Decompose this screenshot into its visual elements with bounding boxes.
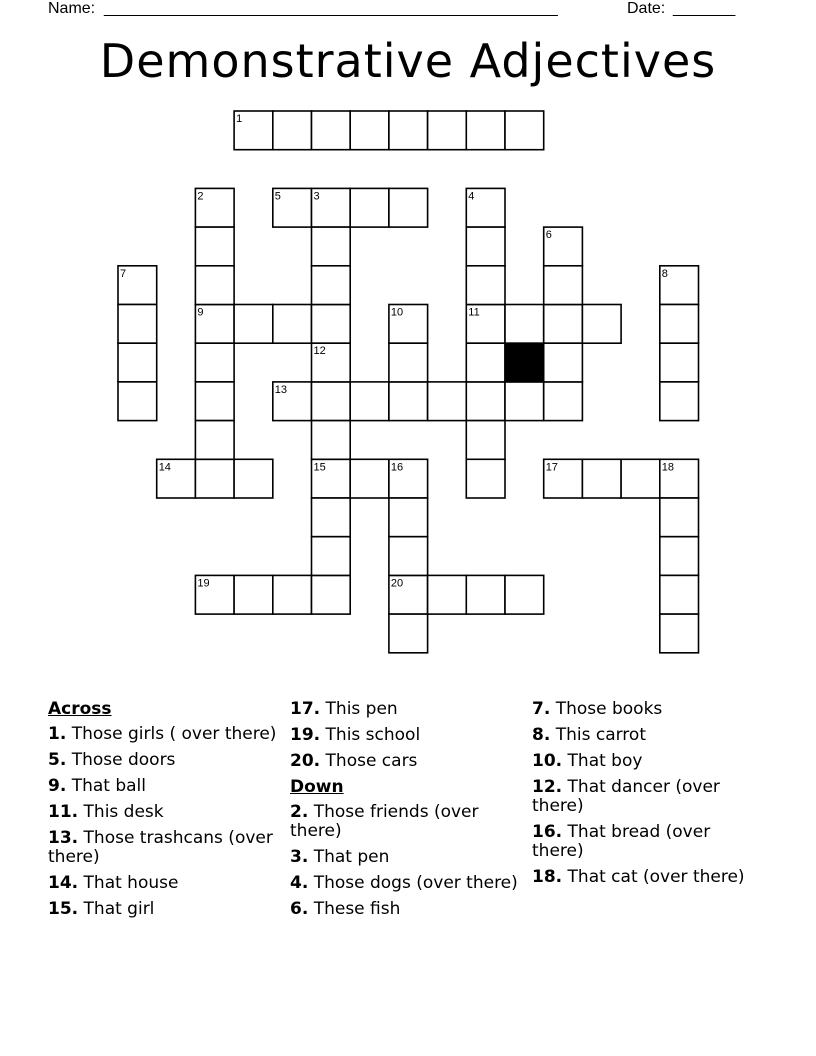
down-clue xyxy=(532,700,762,719)
cell-number: 2 xyxy=(197,190,204,203)
clue-number: 14. xyxy=(48,873,79,893)
clue-text: That ball xyxy=(66,776,147,796)
grid-cell[interactable] xyxy=(312,227,351,266)
page-title: Demonstrative Adjectives xyxy=(99,34,717,88)
grid-cell[interactable] xyxy=(195,382,234,421)
grid-cell[interactable] xyxy=(312,305,351,344)
clue-text: This carrot xyxy=(550,725,646,745)
grid-cell[interactable] xyxy=(273,111,312,150)
clue-text: That dancer (over there) xyxy=(532,777,720,816)
clue-number: 8. xyxy=(532,725,551,745)
clue-column-2 xyxy=(290,700,520,926)
cell-number: 17 xyxy=(545,461,558,474)
grid-cell[interactable] xyxy=(118,305,157,344)
clue-text: Those friends (over there) xyxy=(290,802,479,841)
clue-number: 6. xyxy=(290,899,309,919)
grid-cell[interactable] xyxy=(660,498,699,537)
name-label: Name: xyxy=(48,0,96,17)
date-field[interactable]: _______ xyxy=(673,0,736,17)
down-heading: Down xyxy=(290,777,344,797)
clue-number: 7. xyxy=(532,699,551,719)
grid-cell[interactable] xyxy=(389,343,428,382)
grid-cell[interactable] xyxy=(466,459,505,498)
cell-number: 7 xyxy=(120,267,127,280)
clue-number: 9. xyxy=(48,776,67,796)
grid-cell[interactable] xyxy=(660,382,699,421)
across-clue xyxy=(48,829,278,867)
grid-cell[interactable] xyxy=(621,459,660,498)
clue-text: Those books xyxy=(550,699,663,719)
grid-cell[interactable] xyxy=(466,111,505,150)
grid-cell[interactable] xyxy=(466,421,505,460)
across-clue xyxy=(48,725,278,744)
across-clue xyxy=(48,874,278,893)
clue-text: Those trashcans (over there) xyxy=(48,828,273,867)
grid-cell[interactable] xyxy=(195,459,234,498)
clue-text: Those girls ( over there) xyxy=(66,724,277,744)
grid-cell[interactable] xyxy=(350,459,389,498)
clue-number: 3. xyxy=(290,847,309,867)
grid-cell[interactable] xyxy=(195,227,234,266)
clue-text: Those cars xyxy=(320,751,418,771)
clue-number: 10. xyxy=(532,751,563,771)
grid-cell[interactable] xyxy=(118,382,157,421)
grid-cell[interactable] xyxy=(195,421,234,460)
clue-number: 13. xyxy=(48,828,79,848)
grid-cell[interactable] xyxy=(350,111,389,150)
grid-cell[interactable] xyxy=(312,575,351,614)
clue-text: This school xyxy=(320,725,421,745)
cell-number: 18 xyxy=(661,461,675,474)
grid-cell[interactable] xyxy=(505,382,544,421)
cell-number: 5 xyxy=(274,190,281,203)
cell-number: 10 xyxy=(390,306,404,319)
cell-number: 13 xyxy=(274,383,288,396)
across-clue xyxy=(290,700,520,719)
clue-number: 18. xyxy=(532,867,563,887)
clue-text: Those doors xyxy=(66,750,176,770)
clue-text: That girl xyxy=(78,899,155,919)
clue-list xyxy=(0,700,816,1040)
cell-number: 20 xyxy=(390,577,404,590)
cell-number: 4 xyxy=(468,190,475,203)
down-clue xyxy=(532,868,762,887)
cell-number: 16 xyxy=(390,461,404,474)
grid-cell[interactable] xyxy=(660,575,699,614)
clue-text: This desk xyxy=(78,802,164,822)
grid-cell[interactable] xyxy=(234,575,273,614)
clue-text: That bread (over there) xyxy=(532,822,711,861)
clue-number: 11. xyxy=(48,802,79,822)
down-clue xyxy=(532,726,762,745)
clue-number: 2. xyxy=(290,802,309,822)
grid-cell[interactable] xyxy=(466,382,505,421)
grid-cell[interactable] xyxy=(466,575,505,614)
grid-cell[interactable] xyxy=(389,614,428,653)
cell-number: 15 xyxy=(313,461,326,474)
across-heading: Across xyxy=(48,699,112,719)
black-cell xyxy=(505,343,544,382)
down-clue xyxy=(290,803,520,841)
grid-cell[interactable] xyxy=(466,266,505,305)
down-clue xyxy=(532,778,762,816)
clue-text: That pen xyxy=(308,847,390,867)
clue-column-1 xyxy=(48,700,278,926)
grid-cell[interactable] xyxy=(660,343,699,382)
clue-text: Those dogs (over there) xyxy=(308,873,518,893)
grid-cell[interactable] xyxy=(544,382,583,421)
across-clue xyxy=(48,900,278,919)
clue-number: 17. xyxy=(290,699,321,719)
grid-cell[interactable] xyxy=(350,188,389,227)
grid-cell[interactable] xyxy=(428,382,467,421)
grid-cell[interactable] xyxy=(466,343,505,382)
grid-cell[interactable] xyxy=(234,305,273,344)
cell-number: 12 xyxy=(313,345,326,358)
grid-cell[interactable] xyxy=(582,459,621,498)
grid-cell[interactable] xyxy=(118,343,157,382)
grid-cell[interactable] xyxy=(389,111,428,150)
grid-cell[interactable] xyxy=(273,575,312,614)
down-clue xyxy=(290,874,520,893)
cell-number: 6 xyxy=(545,229,552,242)
grid-cell[interactable] xyxy=(505,305,544,344)
clue-number: 5. xyxy=(48,750,67,770)
across-clue xyxy=(48,751,278,770)
grid-cell[interactable] xyxy=(389,188,428,227)
date-label: Date: xyxy=(627,0,666,17)
clue-text: That house xyxy=(78,873,179,893)
grid-cell[interactable] xyxy=(273,305,312,344)
clue-number: 12. xyxy=(532,777,563,797)
clue-column-3 xyxy=(532,700,762,894)
down-clue xyxy=(532,823,762,861)
grid-cell[interactable] xyxy=(312,537,351,576)
grid-cell[interactable] xyxy=(660,614,699,653)
across-clue xyxy=(290,752,520,771)
clue-number: 16. xyxy=(532,822,563,842)
grid-cell[interactable] xyxy=(234,459,273,498)
grid-cell[interactable] xyxy=(312,111,351,150)
clue-number: 15. xyxy=(48,899,79,919)
grid-cell[interactable] xyxy=(544,343,583,382)
grid-cell[interactable] xyxy=(466,227,505,266)
grid-cell[interactable] xyxy=(428,111,467,150)
down-clue xyxy=(290,900,520,919)
grid-cell[interactable] xyxy=(312,266,351,305)
across-clue xyxy=(48,803,278,822)
across-clue xyxy=(48,777,278,796)
clue-text: That boy xyxy=(562,751,643,771)
grid-cell[interactable] xyxy=(389,382,428,421)
clue-number: 19. xyxy=(290,725,321,745)
clue-number: 1. xyxy=(48,724,67,744)
grid-cell[interactable] xyxy=(544,266,583,305)
name-field[interactable]: ___________________________________________________ xyxy=(104,0,558,17)
cell-number: 1 xyxy=(236,113,243,125)
grid-cell[interactable] xyxy=(350,382,389,421)
cell-number: 8 xyxy=(661,267,668,280)
cell-number: 11 xyxy=(468,306,480,319)
grid-cell[interactable] xyxy=(505,575,544,614)
grid-cell[interactable] xyxy=(505,111,544,150)
cell-number: 3 xyxy=(313,190,320,203)
grid-cell[interactable] xyxy=(428,575,467,614)
clue-text: These fish xyxy=(308,899,401,919)
grid-cell[interactable] xyxy=(312,498,351,537)
down-clue xyxy=(290,848,520,867)
clue-number: 4. xyxy=(290,873,309,893)
grid-cell[interactable] xyxy=(582,305,621,344)
cell-number: 19 xyxy=(197,577,210,590)
grid-cell[interactable] xyxy=(312,421,351,460)
clue-text: This pen xyxy=(320,699,398,719)
grid-cell[interactable] xyxy=(312,382,351,421)
clue-text: That cat (over there) xyxy=(562,867,745,887)
clue-number: 20. xyxy=(290,751,321,771)
grid-cell[interactable] xyxy=(195,266,234,305)
grid-cell[interactable] xyxy=(389,498,428,537)
cell-number: 14 xyxy=(158,461,171,474)
grid-cell[interactable] xyxy=(195,343,234,382)
grid-cell[interactable] xyxy=(544,305,583,344)
grid-cell[interactable] xyxy=(660,305,699,344)
grid-cell[interactable] xyxy=(660,537,699,576)
grid-cell[interactable] xyxy=(389,537,428,576)
down-clue xyxy=(532,752,762,771)
cell-number: 9 xyxy=(197,306,204,319)
across-clue xyxy=(290,726,520,745)
